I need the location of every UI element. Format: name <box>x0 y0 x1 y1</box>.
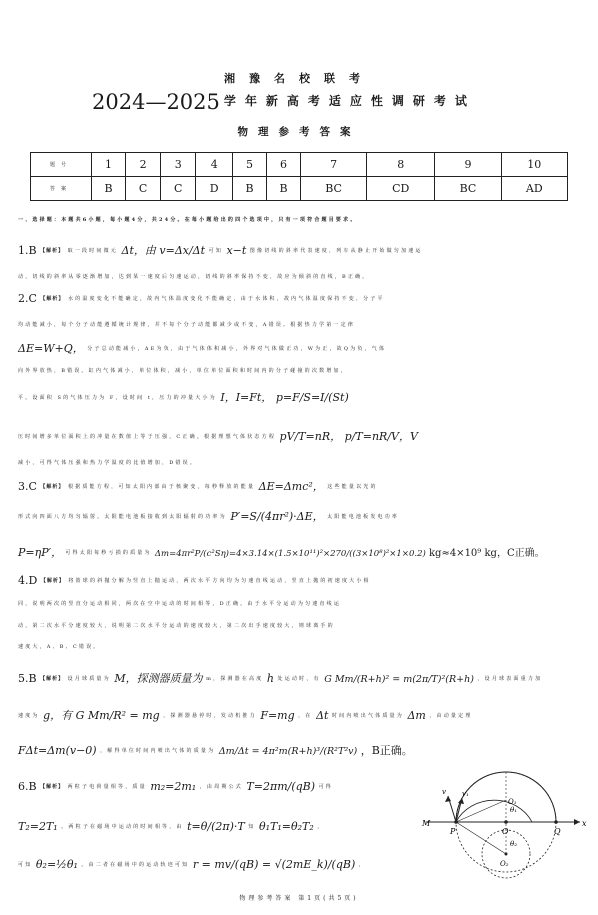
analysis-tag: 【解析】 <box>40 784 65 790</box>
q1-text: 取一段时间微元 <box>67 248 119 254</box>
answer-key-title: 物理参考答案 <box>237 126 361 138</box>
question-number: 6 <box>267 153 301 177</box>
q2-line-2 <box>18 318 582 331</box>
x-axis-arrowhead <box>574 819 580 825</box>
question-number: 1 <box>92 153 126 177</box>
q3-math: P=ηP′， <box>18 546 63 559</box>
question-number: 5 <box>233 153 267 177</box>
q4-line-2 <box>18 597 582 610</box>
q2-line-7 <box>18 456 582 469</box>
q4-line-1 <box>18 574 582 587</box>
q1-math: Δt，由 <box>121 244 156 257</box>
q3-text: 可得太阳每秒亏损的质量为 <box>65 550 152 556</box>
q5-text: m，探测器在高度 <box>206 676 264 682</box>
q2-math: I，I=Ft， <box>220 391 273 404</box>
section-intro-text: 一、选择题：本题共6小题，每小题4分，共24分。在每小题给出的四个选项中，只有一项符合题目要求。 <box>18 217 358 223</box>
magnetic-field-diagram <box>420 770 590 885</box>
analysis-tag: 【解析】 <box>40 296 65 302</box>
label-theta2: θ₂ <box>510 840 518 848</box>
answer-cell: B <box>92 177 126 201</box>
q5-number: 5.B <box>18 672 37 685</box>
q2-text: 水的温度变化不能确定，故内气体温度变化不能确定，由于水体积，故内气体温度保持不变，分子平 <box>67 296 385 302</box>
q1-number: 1.B <box>18 244 37 257</box>
q5-line-2 <box>18 707 582 723</box>
q5-text: 时间内喷出气体质量为 <box>331 713 404 719</box>
question-number-row <box>31 153 568 177</box>
section-intro <box>18 213 582 226</box>
q2-text: 均动能减小，每个分子动能遵循统计规律，并不每个分子动能都减少或不变，A错误。根据热力学第一定律 <box>18 322 356 328</box>
row-label: 答案 <box>31 177 92 201</box>
q2-text: 平。设面积 <box>18 395 55 401</box>
q1-text: 动，切线的斜率从零逐渐增加，达到某一速度后匀速运动，切线的斜率保持不变，故应为倾斜的直线，B正确。 <box>18 274 370 280</box>
question-number: 8 <box>367 153 435 177</box>
q5-text: 处运动时，有 <box>277 676 321 682</box>
point-o <box>504 820 508 824</box>
q6-formula: T=2πm/(qB) <box>246 780 316 793</box>
label-theta1: θ₁ <box>510 806 518 814</box>
label-o: O <box>502 827 509 836</box>
q4-number: 4.D <box>18 574 38 587</box>
q6-text: ， <box>358 862 366 868</box>
q3-text: 根据质能方程，可知太阳内部由于核聚变，每秒释放的能量 <box>67 484 256 490</box>
label-x: x <box>582 819 587 828</box>
question-number: 10 <box>501 153 567 177</box>
question-number: 7 <box>300 153 366 177</box>
q2-line-5 <box>18 389 582 405</box>
analysis-tag: 【解析】 <box>40 248 65 254</box>
answer-cell: C <box>125 177 160 201</box>
q5-line-3 <box>18 742 582 758</box>
q1-formula: v=Δx/Δt <box>159 244 206 257</box>
q5-math: Δt <box>316 709 329 722</box>
q6-text: 两粒子电荷量相等，质量 <box>67 784 147 790</box>
q2-line-1 <box>18 292 582 305</box>
q5-formula: G Mm/R² = mg <box>75 709 160 722</box>
q6-text: 可得 <box>318 784 333 790</box>
q5-text: ，由动量定理 <box>429 713 473 719</box>
q5-math: g，有 <box>43 709 73 722</box>
q1-math: x−t <box>226 244 247 257</box>
answer-cell: AD <box>501 177 567 201</box>
answer-cell: B <box>267 177 301 201</box>
q4-line-4 <box>18 640 582 653</box>
q4-text: 将篮球的斜抛分解为竖直上抛运动，两次水平方向均为匀速直线运动，竖直上抛的初速度大小相 <box>68 578 371 584</box>
q4-text: 动，第二次水平分速度较大，说明第二次水平分运动的速度较大，第二次出手速度较大，则球离手的 <box>18 623 335 629</box>
answer-cell: BC <box>300 177 366 201</box>
q3-number: 3.C <box>18 480 37 493</box>
trajectory-arc-inner <box>456 800 532 822</box>
q2-number: 2.C <box>18 292 37 305</box>
q3-formula: P′=S/(4πr²)·ΔE， <box>230 510 324 523</box>
q6-math: θ₂=½θ₁ <box>35 858 78 871</box>
q3-formula: Δm=4πr²P/(c²Sη)=4×3.14×(1.5×10¹¹)²×270/((3×10⁸)²×1×0.2) <box>154 549 426 559</box>
q2-line-3 <box>18 340 582 356</box>
q6-text: 。两粒子在磁场中运动的时间相等，由 <box>61 824 184 830</box>
q6-math: T₂=2T₁ <box>18 820 58 833</box>
q3-line-3 <box>18 544 582 560</box>
exam-series-title: 湘豫名校联考 <box>224 72 374 85</box>
q6-line-2 <box>18 820 418 833</box>
q3-text: 形式向四面八方均匀辐射。太阳能电池板接收到太阳辐射的功率为 <box>18 514 227 520</box>
question-number: 3 <box>161 153 196 177</box>
row-label: 题号 <box>31 153 92 177</box>
label-o1: O₁ <box>508 798 517 806</box>
q2-math: pV/T=nR， <box>279 430 342 443</box>
q6-text: 知 <box>248 824 256 830</box>
point-p <box>454 820 458 824</box>
q4-text: 同，说明两次的竖直分运动相同，两次在空中运动的时间相等，D正确。由于水平分运动为匀速直线运 <box>18 601 342 607</box>
label-p: P <box>450 827 456 836</box>
q3-text: 这些能量以光的 <box>327 484 378 490</box>
q5-math: M，探测器质量为 <box>114 672 203 685</box>
q5-text: ，探测器悬停时，发动机推力 <box>163 713 257 719</box>
exam-title-tail: 学年新高考适应性调研考试 <box>223 94 476 108</box>
q3-math: ΔE=Δmc²， <box>258 480 324 493</box>
answer-cell: CD <box>367 177 435 201</box>
q5-math: h <box>266 672 275 685</box>
q6-text: ， <box>317 824 325 830</box>
q3-result: kg≈4×10⁹ kg，C正确。 <box>428 548 545 559</box>
q6-formula: r = mv/(qB) = √(2mE_k)/(qB) <box>192 858 356 871</box>
q2-text: 分子总动能减小，ΔE为负，由于气体体积减小，外界对气体做正功，W为正，故Q为负，气体 <box>87 346 387 352</box>
answer-table <box>30 152 568 201</box>
q1-text: 可知 <box>208 248 223 254</box>
answer-cell: C <box>161 177 196 201</box>
exam-year: 2024—2025 <box>92 90 220 114</box>
q2-text: t，压力的冲量大小为 <box>147 395 217 401</box>
q5-text: 设月球质量为 <box>67 676 111 682</box>
q2-formula: p=F/S=I/(St) <box>275 391 349 404</box>
q6-math: m₂=2m₁ <box>150 780 197 793</box>
q6-text: 可知 <box>18 862 33 868</box>
answer-row <box>31 177 568 201</box>
q5-text: 速度为 <box>18 713 40 719</box>
point-o2 <box>505 853 508 856</box>
q3-line-2 <box>18 508 582 524</box>
q5-text: ，解得单位时间内喷出气体的质量为 <box>100 748 216 754</box>
q2-line-4 <box>18 364 582 377</box>
q1-line-1 <box>18 242 582 258</box>
q2-text: F，设时间 <box>109 395 145 401</box>
q1-text: 图像切线的斜率代表速度，列车从静止开始做匀加速运 <box>249 248 423 254</box>
answer-cell: BC <box>435 177 501 201</box>
q4-line-3 <box>18 619 582 632</box>
q5-formula: G Mm/(R+h)² = m(2π/T)²(R+h) <box>324 674 474 685</box>
radius-line <box>456 822 506 854</box>
question-number: 4 <box>196 153 233 177</box>
q2-text: 减小，可得气体压强和热力学温度的比值增加，D错误。 <box>18 460 198 466</box>
label-v1: v₁ <box>462 790 469 798</box>
q6-line-1 <box>18 780 418 793</box>
q3-text: 太阳能电池板发电功率 <box>327 514 400 520</box>
q6-number: 6.B <box>18 780 37 793</box>
answer-cell: B <box>233 177 267 201</box>
page-footer: 物理参考答案 第1页(共5页) <box>239 895 359 902</box>
analysis-tag: 【解析】 <box>40 484 65 490</box>
q5-math: F=mg <box>260 709 295 722</box>
q2-text: 向外界放热，B错误。缸内气体减小，单位体积，减小，单位单位面积和时间内的分子碰撞的次数增加， <box>18 368 348 374</box>
question-number: 9 <box>435 153 501 177</box>
q5-result: ，B正确。 <box>360 744 413 757</box>
q5-math: Δm <box>407 709 426 722</box>
q3-line-1 <box>18 478 582 494</box>
exam-title <box>92 90 476 114</box>
q6-text: ，由周期公式 <box>199 784 243 790</box>
question-number: 2 <box>125 153 160 177</box>
q5-formula: Δm/Δt = 4π²m(R+h)³/(R²T²v) <box>218 746 358 757</box>
q4-text: 速度大，A、B、C错误。 <box>18 644 101 650</box>
velocity-arrowhead <box>445 796 451 802</box>
label-q: Q <box>554 827 561 836</box>
analysis-tag: 【解析】 <box>40 676 65 682</box>
q6-math: θ₁T₁=θ₂T₂ <box>258 820 314 833</box>
point-q <box>554 820 558 824</box>
analysis-tag: 【解析】 <box>40 578 65 584</box>
q5-math: FΔt=Δm(v−0) <box>18 744 97 757</box>
q5-line-1 <box>18 670 582 686</box>
q5-text: ，在 <box>298 713 313 719</box>
q2-text: 压时间增多单位面积上的冲量在数值上等于压强，C正确。根据理想气体状态方程 <box>18 434 277 440</box>
q2-text: S的气体压力为 <box>57 395 107 401</box>
q5-text: ，设月球表面重力加 <box>477 676 543 682</box>
q2-line-6 <box>18 428 582 444</box>
label-o2: O₂ <box>500 860 509 868</box>
label-m: M <box>422 819 431 828</box>
q6-text: 。由二者在磁场中的运动轨迹可知 <box>81 862 190 868</box>
q2-math: ΔE=W+Q， <box>18 342 84 355</box>
q6-line-3 <box>18 858 418 871</box>
answer-cell: D <box>196 177 233 201</box>
label-v: v <box>442 788 446 796</box>
q1-line-2 <box>18 270 582 283</box>
q6-formula: t=θ/(2π)·T <box>187 820 245 833</box>
q2-math: p/T=nR/V，V <box>344 430 418 443</box>
